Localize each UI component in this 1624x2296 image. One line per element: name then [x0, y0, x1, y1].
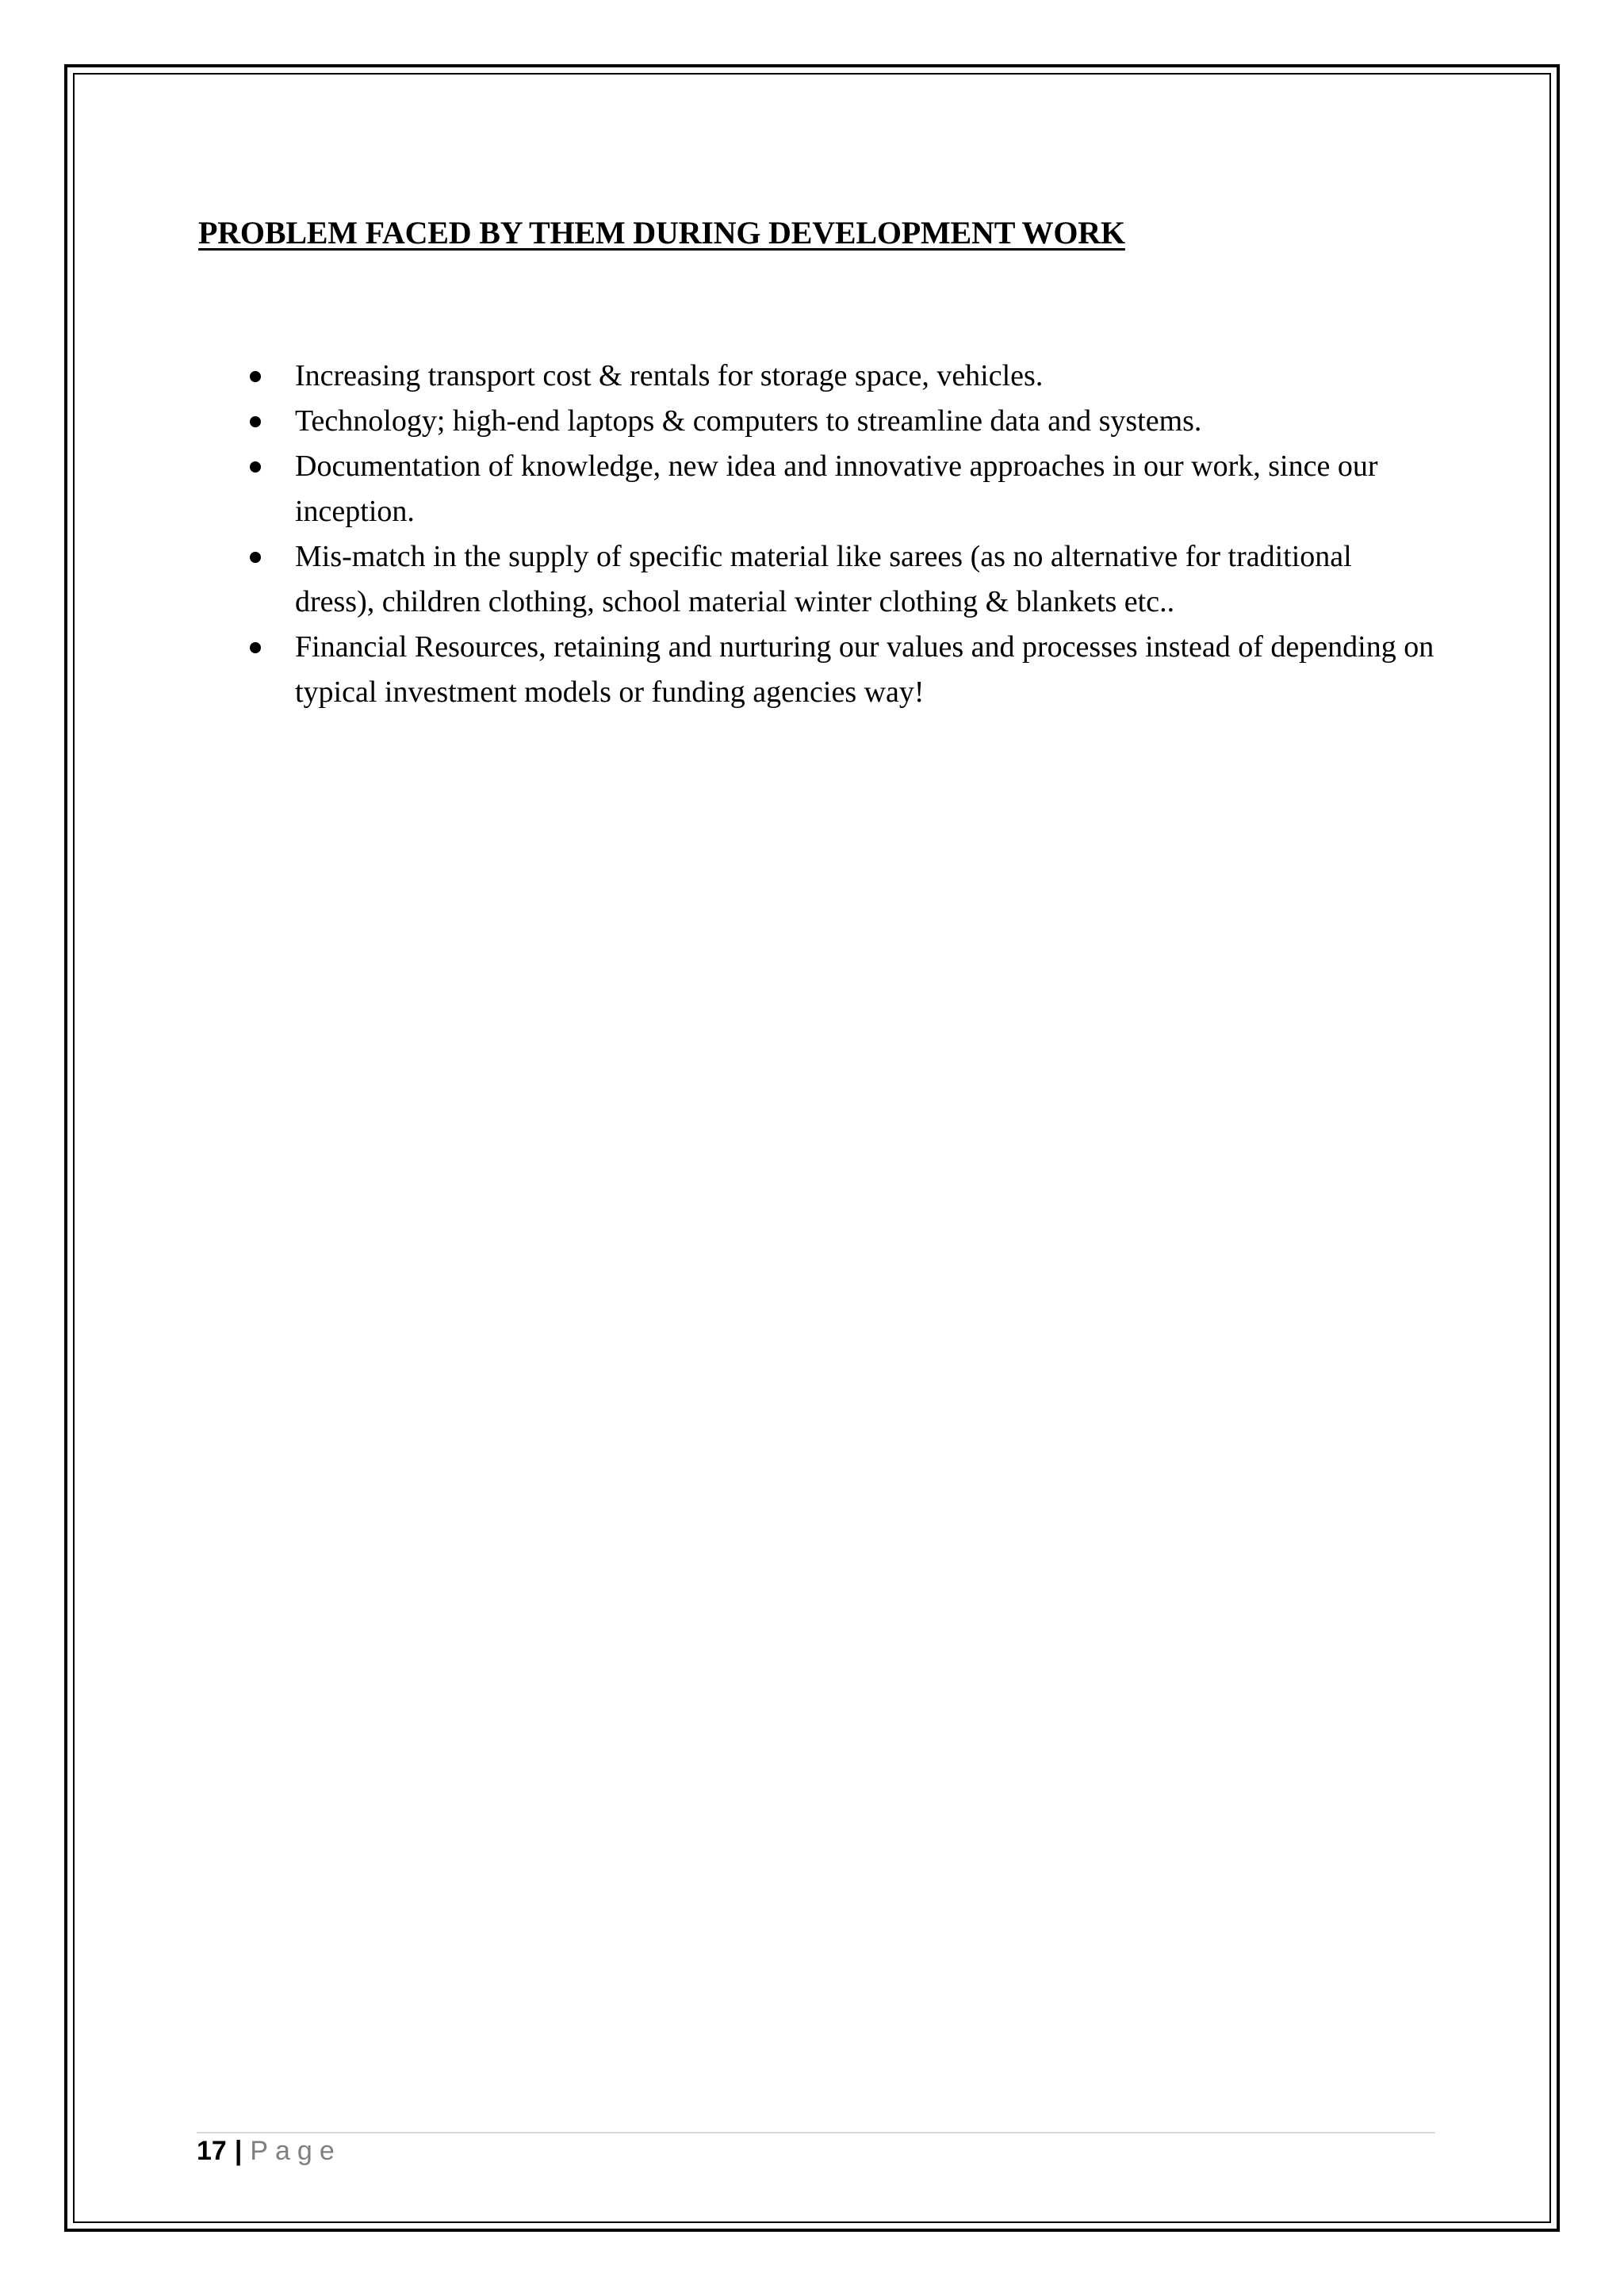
page-number: 17	[197, 2136, 227, 2166]
list-item-text: Mis-match in the supply of specific material like sarees (as no alternative for traditional dress), children clothing, school material winter clothing & blankets etc..	[295, 540, 1352, 618]
list-item-text: Financial Resources, retaining and nurturing our values and processes instead of depending on typical investment models or funding agencies way!	[295, 630, 1434, 709]
bullet-icon	[250, 371, 261, 382]
footer-separator: |	[234, 2136, 243, 2166]
page-label: Page	[250, 2136, 342, 2166]
footer-divider	[197, 2132, 1435, 2133]
bullet-icon	[250, 461, 261, 473]
list-item	[295, 444, 1437, 534]
bullet-icon	[250, 552, 261, 563]
bullet-icon	[250, 416, 261, 427]
problem-list	[295, 354, 1437, 715]
list-item	[295, 399, 1437, 444]
list-item	[295, 625, 1437, 715]
list-item-text: Documentation of knowledge, new idea and innovative approaches in our work, since our inception.	[295, 450, 1378, 528]
list-item	[295, 534, 1437, 625]
page-footer	[197, 2136, 342, 2167]
list-item-text: Increasing transport cost & rentals for storage space, vehicles.	[295, 359, 1044, 392]
list-item	[295, 354, 1437, 399]
section-heading: PROBLEM FACED BY THEM DURING DEVELOPMENT WORK	[198, 215, 1125, 251]
list-item-text: Technology; high-end laptops & computers to streamline data and systems.	[295, 404, 1202, 438]
bullet-icon	[250, 642, 261, 653]
